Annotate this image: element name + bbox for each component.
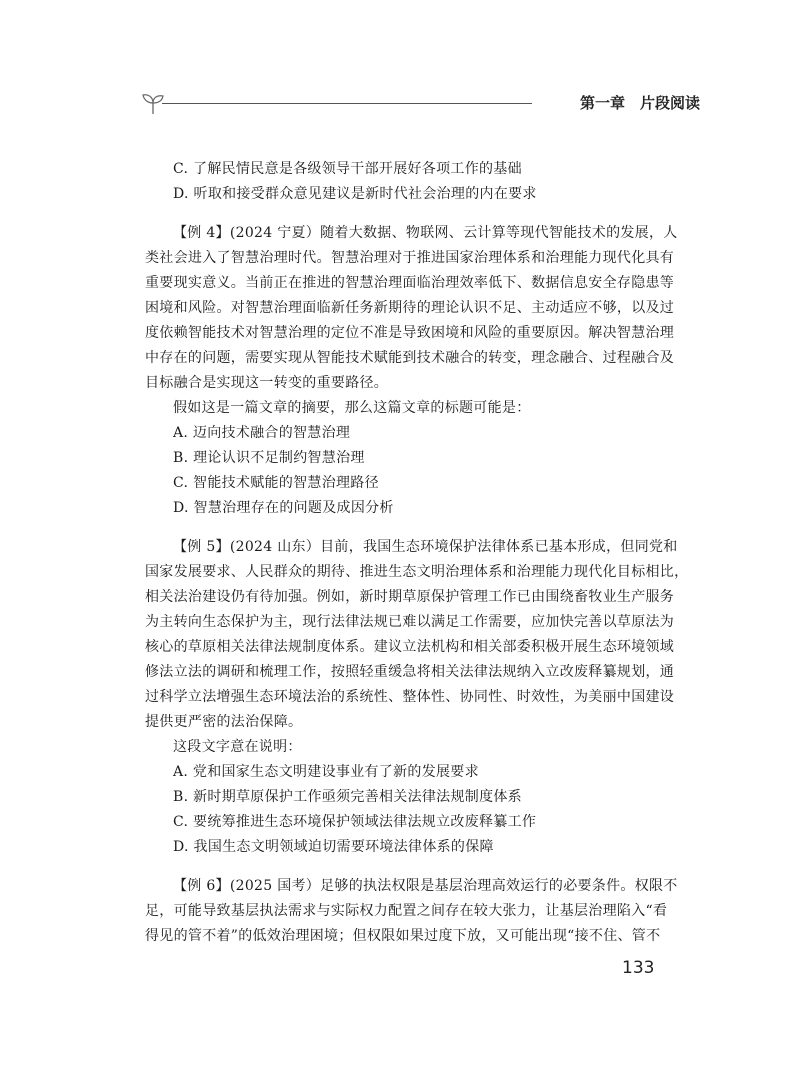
paragraph-line: 过科学立法增强生态环境法治的系统性、整体性、协同性、时效性，为美丽中国建设 — [145, 689, 675, 705]
header-rule — [162, 103, 532, 104]
paragraph-line: 【例 6】(2025 国考）足够的执法权限是基层治理高效运行的必要条件。权限不 — [173, 878, 678, 894]
example-4 — [145, 221, 678, 521]
option-c: C. 智能技术赋能的智慧治理路径 — [173, 475, 379, 491]
option-d: D. 听取和接受群众意见建议是新时代社会治理的内在要求 — [173, 186, 537, 202]
example-5 — [145, 535, 689, 860]
paragraph-line: 修法立法的调研和梳理工作，按照轻重缓急将相关法律法规纳入立改废释纂规划，通 — [145, 664, 675, 680]
paragraph-line: 【例 4】(2024 宁夏）随着大数据、物联网、云计算等现代智能技术的发展，人 — [173, 225, 678, 241]
chapter-title: 第一章 片段阅读 — [579, 94, 700, 112]
paragraph-line: 相关法治建设仍有待加强。例如，新时期草原保护管理工作已由围绕畜牧业生产服务 — [145, 589, 675, 605]
question-text: 这段文字意在说明： — [173, 739, 302, 755]
option-d: D. 我国生态文明领域迫切需要环境法律体系的保障 — [173, 839, 494, 855]
paragraph-line: 核心的草原相关法律法规制度体系。建议立法机构和相关部委积极开展生态环境领域 — [145, 639, 675, 655]
page-number: 133 — [622, 958, 655, 978]
option-c: C. 了解民情民意是各级领导干部开展好各项工作的基础 — [173, 161, 522, 177]
option-b: B. 理论认识不足制约智慧治理 — [173, 450, 365, 466]
paragraph-line: 重要现实意义。当前正在推进的智慧治理面临治理效率低下、数据信息安全存隐患等 — [145, 275, 675, 291]
paragraph-line: 提供更严密的法治保障。 — [145, 714, 303, 730]
example-6 — [145, 874, 678, 949]
paragraph-line: 类社会进入了智慧治理时代。智慧治理对于推进国家治理体系和治理能力现代化具有 — [145, 250, 675, 266]
running-header — [140, 90, 700, 118]
page-body — [145, 157, 689, 949]
paragraph-line: 困境和风险。对智慧治理面临新任务新期待的理论认识不足、主动适应不够，以及过 — [145, 300, 675, 316]
question-text: 假如这是一篇文章的摘要，那么这篇文章的标题可能是： — [173, 400, 531, 416]
paragraph-line: 为主转向生态保护为主，现行法律法规已难以满足工作需要，应加快完善以草原法为 — [145, 614, 675, 630]
option-a: A. 迈向技术融合的智慧治理 — [173, 425, 351, 441]
paragraph-line: 【例 5】(2024 山东）目前，我国生态环境保护法律体系已基本形成，但同党和 — [173, 539, 678, 555]
paragraph-line: 度依赖智能技术对智慧治理的定位不准是导致困境和风险的重要原因。解决智慧治理 — [145, 325, 675, 341]
option-d: D. 智慧治理存在的问题及成因分析 — [173, 500, 394, 516]
paragraph-line: 足，可能导致基层执法需求与实际权力配置之间存在较大张力，让基层治理陷入“看 — [145, 903, 668, 919]
paragraph-line: 中存在的问题，需要实现从智能技术赋能到技术融合的转变，理念融合、过程融合及 — [145, 350, 675, 366]
option-a: A. 党和国家生态文明建设事业有了新的发展要求 — [173, 764, 479, 780]
paragraph-line: 得见的管不着”的低效治理困境；但权限如果过度下放，又可能出现“接不住、管不 — [145, 928, 661, 944]
option-b: B. 新时期草原保护工作亟须完善相关法律法规制度体系 — [173, 789, 522, 805]
paragraph-line: 目标融合是实现这一转变的重要路径。 — [145, 375, 389, 391]
paragraph-line: 国家发展要求、人民群众的期待、推进生态文明治理体系和治理能力现代化目标相比， — [145, 564, 689, 580]
option-c: C. 要统筹推进生态环境保护领域法律法规立改废释纂工作 — [173, 814, 537, 830]
